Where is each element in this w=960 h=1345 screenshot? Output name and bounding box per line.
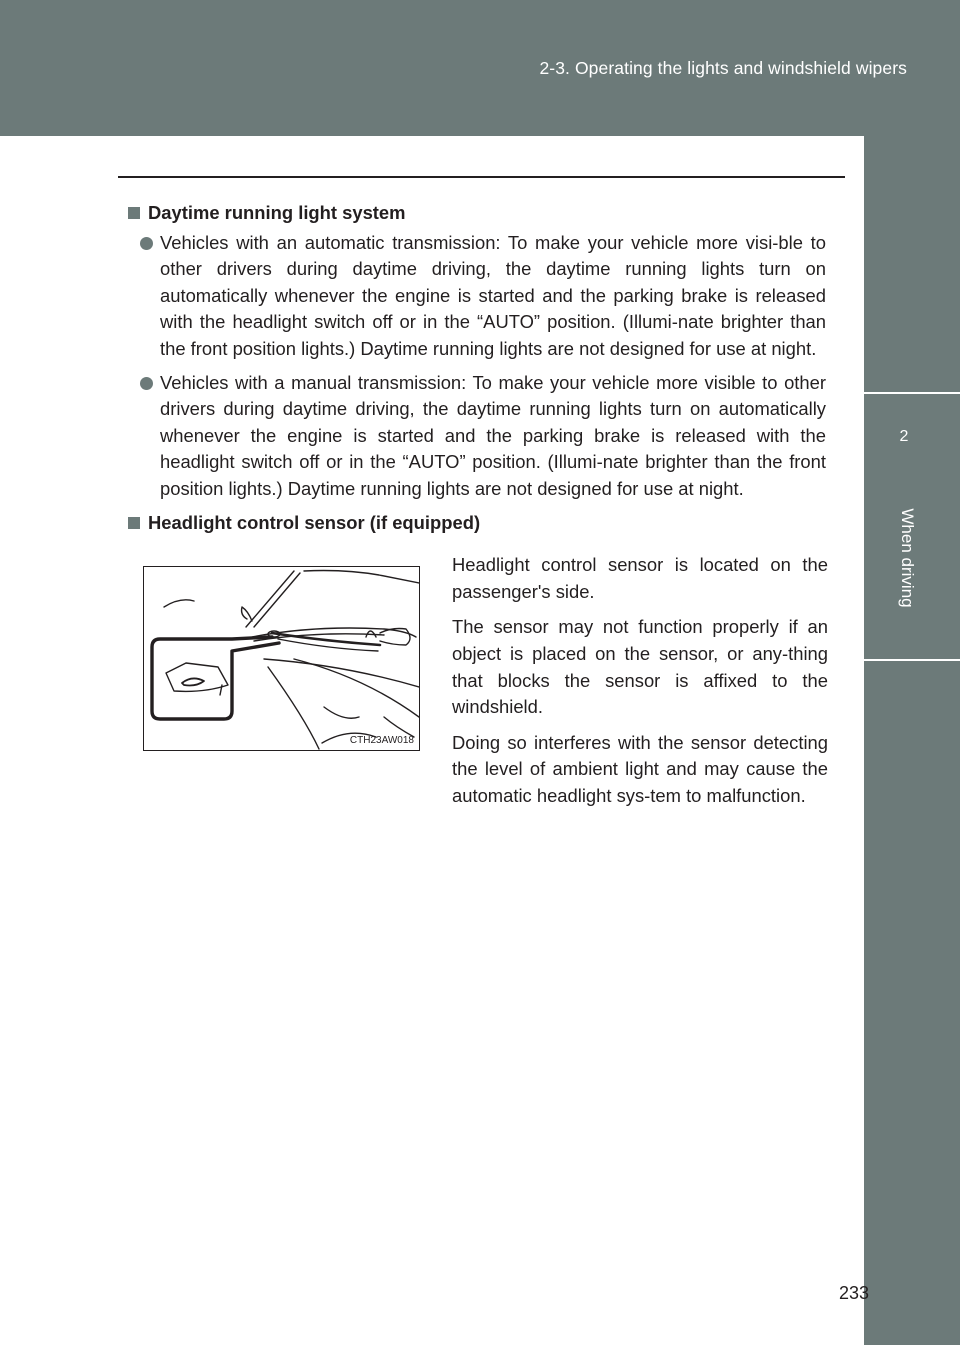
page-number: 233 xyxy=(839,1283,870,1303)
square-bullet-icon xyxy=(128,517,140,529)
paragraph: Doing so interferes with the sensor detecting the level of ambient light and may cause the automatic headlight sys-tem to malfunction. xyxy=(452,731,828,806)
sensor-section xyxy=(128,546,826,846)
chapter-number: 2 xyxy=(899,428,909,445)
paragraph: Headlight control sensor is located on the passenger's side. xyxy=(452,554,828,602)
section-title: 2-3. Operating the lights and windshield wipers xyxy=(539,58,907,78)
sensor-illustration xyxy=(143,566,420,751)
heading-text: Headlight control sensor (if equipped) xyxy=(148,511,481,533)
list-item-text: Vehicles with a manual transmission: To make your vehicle more visible to other drivers during daytime driving, the daytime running lights turn on automatically whenever the engine is started and the parking brake is released with the headlight switch off or in the “AUTO” position. (Illumi-nate brighter than the front position lights.) Daytime running lights are not designed for use at night. xyxy=(160,371,826,499)
list-item xyxy=(140,370,826,503)
section-heading xyxy=(128,200,826,227)
heading-text: Daytime running light system xyxy=(148,202,406,223)
windshield-sensor-drawing xyxy=(144,567,419,750)
page-content xyxy=(128,200,826,846)
paragraph: The sensor may not function properly if an object is placed on the sensor, or any-thing that blocks the sensor is affixed to the windshield. xyxy=(452,616,828,718)
list-item xyxy=(140,230,826,363)
circle-bullet-icon xyxy=(140,377,153,390)
section-heading xyxy=(128,510,826,537)
chapter-title: When driving xyxy=(898,508,917,608)
square-bullet-icon xyxy=(128,207,140,219)
chapter-side-tab xyxy=(864,136,960,1345)
list-item-text: Vehicles with an automatic transmission: To make your vehicle more visi-ble to other drivers during daytime driving, the daytime running lights turn on automatically whenever the engine is started and the parking brake is released with the headlight switch off or in the “AUTO” position. (Illumi-nate brighter than the front position lights.) Daytime running lights are not designed for use at night. xyxy=(160,231,826,359)
circle-bullet-icon xyxy=(140,237,153,250)
header-rule xyxy=(118,176,845,178)
sensor-description xyxy=(452,552,828,818)
figure-code: CTH23AW018 xyxy=(349,735,414,747)
